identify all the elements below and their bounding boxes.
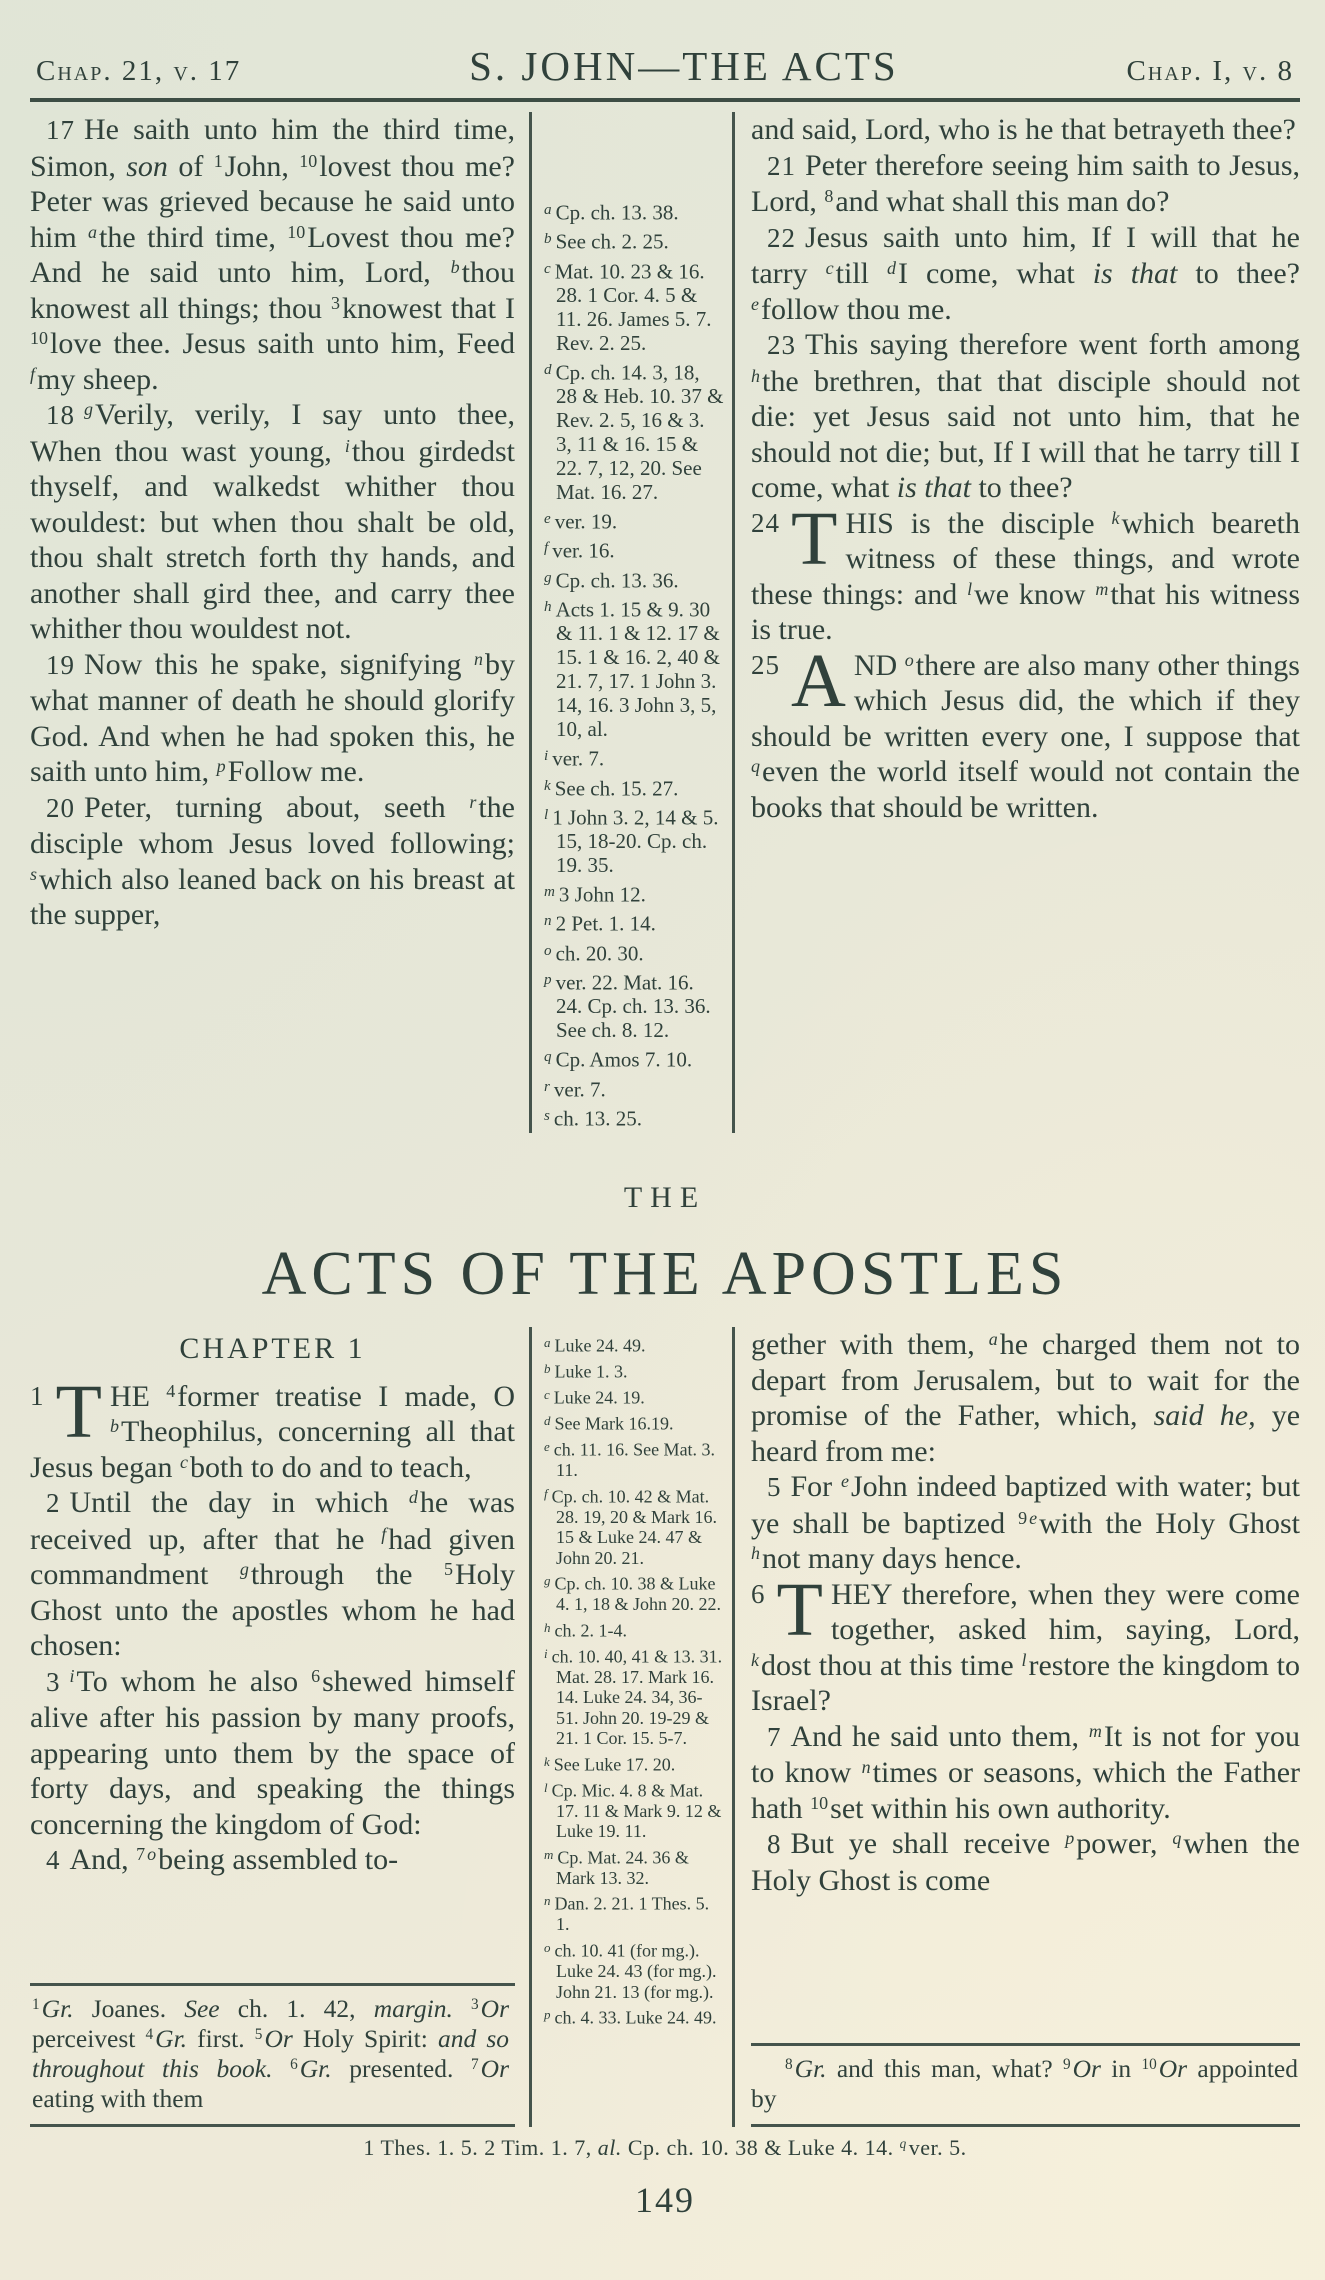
cross-reference-item: $^p$ ver. 22. Mat. 16. 24. Cp. ch. 13. 36. See ch. 8. 12. (544, 970, 711, 1043)
book-title-the: THE (623, 1181, 707, 1215)
verse-paragraph: gether with them, $^a$he charged them not to depart from Jerusalem, but to wait for the promise of the Father, which, said he, ye heard from me: (751, 1328, 1301, 1468)
john-left-column (30, 112, 529, 1133)
cross-reference-item: $^l$ 1 John 3. 2, 14 & 5. 15, 18-20. Cp. ch. 19. 35. (544, 805, 719, 878)
verse-paragraph: and said, Lord, who is he that betrayeth thee? (751, 113, 1296, 146)
running-head (30, 42, 1300, 90)
cross-reference-item: $^s$ ch. 13. 25. (544, 1106, 642, 1131)
verse-paragraph: 24 T HIS is the disciple $^k$which beareth witness of these things, and wrote these things: and $^l$we know $^m$that his witness is true. (751, 496, 1301, 646)
acts-cross-reference-column (529, 1327, 735, 2127)
john-right-column (735, 112, 1300, 1133)
verse-paragraph: 17 He saith unto him the third time, Simon, son of $^1$John, $^{10}$lovest thou me? Peter was grieved because he said unto him $^a$the third time, $^{10}$Lovest thou me? And he said unto him, Lord, $^b$thou knowest all things; thou $^3$knowest that I $^{10}$love thee. Jesus saith unto him, Feed $^f$my sheep. (30, 113, 515, 396)
cross-reference-item: $^g$ Cp. ch. 13. 36. (544, 567, 679, 592)
verse-paragraph: 6 T HEY therefore, when they were come together, asked him, saying, Lord, $^k$dost thou at this time $^l$restore the kingdom to Israel? (751, 1567, 1300, 1718)
cross-reference-item: $^b$ See ch. 2. 25. (544, 229, 669, 254)
header-rule (30, 98, 1300, 102)
running-head-title: S. JOHN—THE ACTS (469, 43, 899, 89)
acts-section (30, 1327, 1300, 2127)
cross-reference-item: $^e$ ver. 19. (544, 509, 618, 534)
verse-paragraph: 19 Now this he spake, signifying $^n$by what manner of death he should glorify God. And when he had spoken this, he saith unto him, $^p$Follow me. (30, 647, 515, 788)
footnote-left: $^1$Gr. Joanes. See ch. 1. 42, margin. $^3$Or perceivest $^4$Gr. first. $^5$Or Holy Spirit: and so throughout this book. $^6$Gr. presented. $^7$Or eating with them (30, 1983, 515, 2127)
cross-reference-item: $^i$ ver. 7. (544, 746, 605, 771)
cross-reference-item: $^c$ Mat. 10. 23 & 16. 28. 1 Cor. 4. 5 & 11. 26. James 5. 7. Rev. 2. 25. (544, 258, 712, 355)
cross-reference-item: $^o$ ch. 10. 41 (for mg.). Luke 24. 43 (for mg.). John 21. 13 (for mg.). (544, 1939, 717, 2002)
cross-reference-item: $^r$ ver. 7. (544, 1076, 606, 1101)
running-head-right: Chap. I, v. 8 (1126, 55, 1294, 87)
cross-reference-item: $^a$ Cp. ch. 13. 38. (544, 200, 679, 225)
acts-left-column (30, 1327, 529, 2127)
verse-paragraph: 7 And he said unto them, $^m$It is not for you to know $^n$times or seasons, which the Father hath $^{10}$set within his own authority. (751, 1719, 1301, 1825)
cross-reference-item: $^l$ Cp. Mic. 4. 8 & Mat. 17. 11 & Mark 9. 12 & Luke 19. 11. (544, 1779, 722, 1842)
cross-reference-item: $^n$ 2 Pet. 1. 14. (544, 911, 656, 936)
verse-paragraph: 21 Peter therefore seeing him saith to Jesus, Lord, $^8$and what shall this man do? (751, 148, 1300, 218)
cross-reference-item: $^g$ Cp. ch. 10. 38 & Luke 4. 1, 18 & John 20. 22. (544, 1573, 722, 1615)
cross-reference-item: $^o$ ch. 20. 30. (544, 940, 644, 965)
cross-reference-item: $^e$ ch. 11. 16. See Mat. 3. 11. (544, 1439, 716, 1481)
cross-reference-item: $^m$ 3 John 12. (544, 882, 646, 907)
verse-paragraph: 22 Jesus saith unto him, If I will that he tarry $^c$till $^d$I come, what is that to thee? $^e$follow thou me. (751, 220, 1300, 326)
verse-paragraph: 25 A ND $^o$there are also many other things which Jesus did, the which if they should be written every one, I suppose that $^q$even the world itself would not contain the books that should be written. (751, 638, 1300, 824)
cross-reference-item: $^h$ ch. 2. 1-4. (544, 1619, 627, 1641)
cross-reference-item: $^f$ ver. 16. (544, 538, 615, 563)
cross-reference-item: $^b$ Luke 1. 3. (544, 1361, 628, 1382)
bottom-reference-line: 1 Thes. 1. 5. 2 Tim. 1. 7, al. Cp. ch. 10. 38 & Luke 4. 14. $^q$ver. 5. (363, 2135, 967, 2161)
verse-paragraph: 3 $^i$To whom he also $^6$shewed himself alive after his passion by many proofs, appearing unto them by the space of forty days, and speaking the things concerning the kingdom of God: (30, 1664, 515, 1841)
verse-paragraph: 20 Peter, turning about, seeth $^r$the disciple whom Jesus loved following; $^s$which also leaned back on his breast at the supper, (30, 790, 515, 931)
page-number: 149 (635, 2180, 695, 2221)
verse-paragraph: 8 But ye shall receive $^p$power, $^q$when the Holy Ghost is come (751, 1827, 1300, 1897)
verse-paragraph: 18 $^g$Verily, verily, I say unto thee, When thou wast young, $^i$thou girdedst thyself, and walkedst whither thou wouldest: but when thou shalt be old, thou shalt stretch forth thy hands, and another shall gird thee, and carry thee whither thou wouldest not. (30, 398, 515, 645)
cross-reference-item: $^h$ Acts 1. 15 & 9. 30 & 11. 1 & 12. 17 & 15. 1 & 16. 2, 40 & 21. 7, 17. 1 John 3. 14, 16. 3 John 3, 5, 10, al. (544, 597, 720, 742)
cross-reference-item: $^k$ See Luke 17. 20. (544, 1753, 676, 1775)
verse-paragraph: 4 And, $^7$ $^o$being assembled to- (46, 1843, 399, 1877)
cross-reference-item: $^p$ ch. 4. 33. Luke 24. 49. (544, 2007, 717, 2028)
cross-reference-item: $^c$ Luke 24. 19. (544, 1387, 645, 1408)
john-cross-reference-column (529, 112, 735, 1133)
john-section (30, 112, 1300, 1133)
chapter-heading: CHAPTER 1 (179, 1332, 366, 1366)
cross-reference-item: $^i$ ch. 10. 40, 41 & 13. 31. Mat. 28. 17. Mark 16. 14. Luke 24. 34, 36-51. John 20. 19-29 & 21. 1 Cor. 15. 5-7. (544, 1645, 723, 1749)
verse-paragraph: 2 Until the day in which $^d$he was received up, after that he $^f$had given commandment $^g$through the $^5$Holy Ghost unto the apostles whom he had chosen: (30, 1486, 515, 1663)
verse-paragraph: 1 T HE $^4$former treatise I made, O $^b$Theophilus, concerning all that Jesus began $^c$both to do and to teach, (30, 1369, 516, 1484)
cross-reference-item: $^a$ Luke 24. 49. (544, 1335, 646, 1356)
cross-reference-item: $^d$ See Mark 16.19. (544, 1413, 674, 1434)
book-title-main: ACTS OF THE APOSTLES (261, 1240, 1069, 1309)
cross-reference-item: $^m$ Cp. Mat. 24. 36 & Mark 13. 32. (544, 1846, 689, 1888)
acts-right-column (735, 1327, 1300, 2127)
verse-paragraph: 23 This saying therefore went forth among $^h$the brethren, that that disciple should not die: yet Jesus said not unto him, that he should not die; but, If I will that he tarry till I come, what is that to thee? (751, 328, 1300, 504)
footnote-right: $^8$Gr. and this man, what? $^9$Or in $^{10}$Or appointed by (751, 2043, 1300, 2127)
verse-paragraph: 5 For $^e$John indeed baptized with water; but ye shall be baptized $^9$ $^e$with the Holy Ghost $^h$not many days hence. (751, 1470, 1300, 1576)
cross-reference-item: $^k$ See ch. 15. 27. (544, 775, 679, 800)
cross-reference-item: $^f$ Cp. ch. 10. 42 & Mat. 28. 19, 20 & Mark 16. 15 & Luke 24. 47 & John 20. 21. (544, 1485, 717, 1568)
cross-reference-item: $^n$ Dan. 2. 21. 1 Thes. 5. 1. (544, 1893, 710, 1935)
cross-reference-item: $^q$ Cp. Amos 7. 10. (544, 1047, 693, 1072)
cross-reference-item: $^d$ Cp. ch. 14. 3, 18, 28 & Heb. 10. 37 & Rev. 2. 5, 16 & 3. 3, 11 & 16. 15 & 22. 7, 12, 20. See Mat. 16. 27. (544, 360, 724, 505)
running-head-left: Chap. 21, v. 17 (36, 55, 242, 87)
